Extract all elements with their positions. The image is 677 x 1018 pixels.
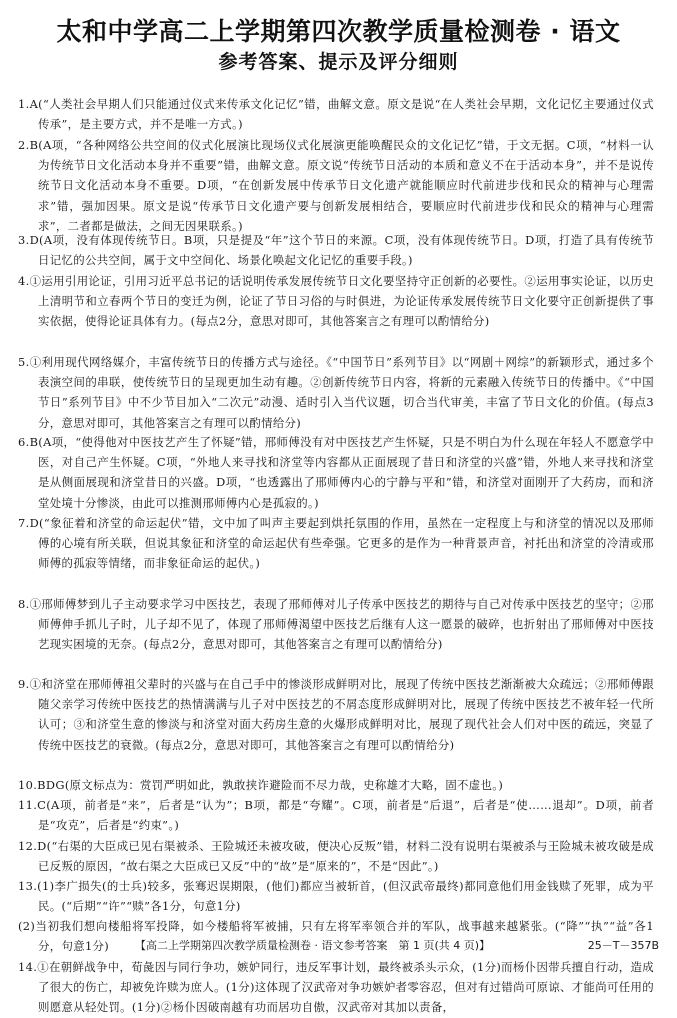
page-title: 太和中学高二上学期第四次教学质量检测卷 · 语文 (56, 17, 621, 46)
answer-number: 13. (18, 879, 38, 893)
answer-number: 7. (18, 516, 30, 530)
answer-number: 10. (18, 778, 38, 792)
answer-text: C(A项，前者是“来”，后者是“认为”；B项，都是“夸耀”。C项，前者是“后退”，后者是“使……退却”。D项，前者是“攻克”，后者是“约束”。) (37, 798, 654, 833)
answer-number: 2. (18, 138, 30, 152)
answer-number: 6. (18, 435, 30, 449)
answer-item-11 (18, 795, 654, 836)
answer-item-13-part-1 (18, 876, 654, 917)
answer-number: 11. (18, 798, 38, 812)
answer-item-1 (18, 94, 654, 135)
answer-text: D(“象征着和济堂的命运起伏”错，文中加了叫声主要起到烘托氛围的作用，虽然在一定程度上与和济堂的情况以及邢师傅的心境有所关联，但说其象征和济堂的命运起伏有些牵强。它更多的是作为一种背景声音，衬托出和济堂的冷清或邢师傅的孤寂等情绪，而非象征命运的起伏。) (29, 516, 654, 571)
answer-number: 8. (18, 597, 30, 611)
answer-text: ①运用引用论证，引用习近平总书记的话说明传承发展传统节日文化要坚持守正创新的必要性。②运用事实论证，以历史上清明节和立春两个节日的变迁为例，论证了节日习俗的与时俱进，为论证传承发展传统节日文化要守正创新提供了事实依据，使得论证具体有力。(每点2分，意思对即可，其他答案言之有理可以酌情给分) (29, 274, 654, 329)
answer-number: 4. (18, 274, 30, 288)
answer-number: 14. (18, 960, 38, 974)
answer-item-6 (18, 432, 654, 513)
answer-number: 1. (18, 97, 30, 111)
answer-number: 5. (18, 355, 30, 369)
answer-text: BDG(原文标点为：赏罚严明如此，孰敢挟诈避险而不尽力哉，史称雄才大略，固不虚也。) (37, 778, 504, 792)
page-subtitle: 参考答案、提示及评分细则 (218, 51, 459, 73)
answer-item-7 (18, 513, 654, 594)
answer-item-12 (18, 836, 654, 877)
answer-item-14 (18, 957, 654, 1018)
footer-page-info: 【高二上学期第四次教学质量检测卷 · 语文参考答案 第 1 页(共 4 页)】 (135, 939, 491, 952)
answer-number: 3. (18, 233, 30, 247)
answer-text: ①和济堂在邢师傅祖父辈时的兴盛与在自己手中的惨淡形成鲜明对比，展现了传统中医技艺渐渐被大众疏远；②邢师傅跟随父亲学习传统中医技艺的热情满满与儿子对中医技艺的不屑态度形成鲜明对比，展现了传统中医技艺不被年轻一代所认可；③和济堂生意的惨淡与和济堂对面大药房生意的火爆形成鲜明对比，展现了现代社会人们对中医的疏远，突显了传统中医技艺的衰微。(每点2分，意思对即可，其他答案言之有理可以酌情给分) (29, 677, 654, 752)
answer-item-4 (18, 271, 654, 352)
answer-item-10 (18, 775, 654, 796)
answer-item-8 (18, 594, 654, 655)
answer-item-5 (18, 352, 654, 433)
answer-text: D(“右渠的大臣成已见右渠被杀、王险城还未被攻破，便决心反叛”错，材料二没有说明右渠被杀与王险城未被攻破是成已反叛的原因，“故右渠之大臣成已又反”中的“故”是“原来的”，不是“因此”。) (37, 839, 654, 874)
answer-number: 12. (18, 839, 38, 853)
page-footer (0, 936, 677, 956)
answer-text: (2)当初我们想向楼船将军投降，如今楼船将军被捕，只有左将军率领合并的军队，战事越来越紧张。(“降”“执”“益”各1分，句意1分) (18, 919, 654, 954)
answer-text: ①利用现代网络媒介，丰富传统节日的传播方式与途径。《“中国节日”系列节目》以“网剧＋网综”的新颖形式，通过多个表演空间的串联，使传统节日的呈现更加生动有趣。②创新传统节日内容，将新的元素融入传统节日的传播中。《“中国节日”系列节目》中不少节目加入“二次元”动漫、适时引入当代议题，切合当代审美，丰富了节日文化的价值。(每点3分，意思对即可，其他答案言之有理可以酌情给分) (29, 355, 654, 430)
answer-item-9 (18, 674, 654, 775)
answer-text: (1)李广损失(的士兵)较多，张骞迟误期限，(他们)都应当被斩首，(但汉武帝最终)都同意他们用金钱赎了死罪，成为平民。(“后期”“许”“赎”各1分，句意1分) (37, 879, 654, 914)
answer-text: B(A项，“使得他对中医技艺产生了怀疑”错，邢师傅没有对中医技艺产生怀疑，只是不明白为什么现在年轻人不愿意学中医，对自己产生怀疑。C项，“外地人来寻找和济堂等内容都从正面展现了昔日和济堂的兴盛”错，外地人来寻找和济堂是从侧面展现和济堂昔日的兴盛。D项，“也透露出了邢师傅内心的宁静与平和”错，和济堂对面刚开了大药房，而和济堂处境十分惨淡，由此可以推测邢师傅内心是孤寂的。) (29, 435, 654, 510)
answer-item-3 (18, 230, 654, 271)
answer-text: B(A项，“各种网络公共空间的仪式化展演比现场仪式化展演更能唤醒民众的文化记忆”错，于文无据。C项，“材料一认为传统节日文化活动本身并不重要”错，曲解文意。原文说“传统节日活动的本质和意义不在于活动本身”，并不是说传统节日文化活动本身不重要。D项，“在创新发展中传承节日文化遗产就能顺应时代前进步伐和民众的精神与心理需求”错，强加因果。原文是说“传承节日文化遗产要与创新发展相结合，要顺应时代前进步伐和民众的精神与心理需求”，二者都是做法，之间无因果联系。) (29, 138, 654, 233)
answer-text: ①在朝鲜战争中，荀彘因与同行争功，嫉妒同行，违反军事计划，最终被杀头示众，(1分)而杨仆因带兵擅自行动，造成了很大的伤亡，却被免许赎为庶人。(1分)这体现了汉武帝对争功嫉妒者零容忍，但对有过错尚可原谅、才能尚可任用的则愿意从轻处罚。(1分)②杨仆因破南越有功而居功自傲，汉武帝对其加以责备， (37, 960, 654, 1015)
answer-text: D(A项，没有体现传统节日。B项，只是提及“年”这个节日的来源。C项，没有体现传统节日。D项，打造了具有传统节日记忆的公共空间，属于文中空间化、场景化唤起文化记忆的重要手段。) (29, 233, 654, 268)
answer-text: ①邢师傅梦到儿子主动要求学习中医技艺，表现了邢师傅对儿子传承中医技艺的期待与自己对传承中医技艺的坚守；②邢师傅伸手抓儿子时，儿子却不见了，体现了邢师傅渴望中医技艺后继有人这一愿景的破碎，也折射出了邢师傅对中医技艺现实困境的无奈。(每点2分，意思对即可，其他答案言之有理可以酌情给分) (29, 597, 654, 652)
answer-number: 9. (18, 677, 30, 691)
answer-text: A(“人类社会早期人们只能通过仪式来传承文化记忆”错，曲解文意。原文是说“在人类社会早期，文化记忆主要通过仪式传承”，是主要方式，并不是唯一方式。) (29, 97, 654, 132)
footer-paper-code: 25－T－357B (587, 939, 659, 952)
